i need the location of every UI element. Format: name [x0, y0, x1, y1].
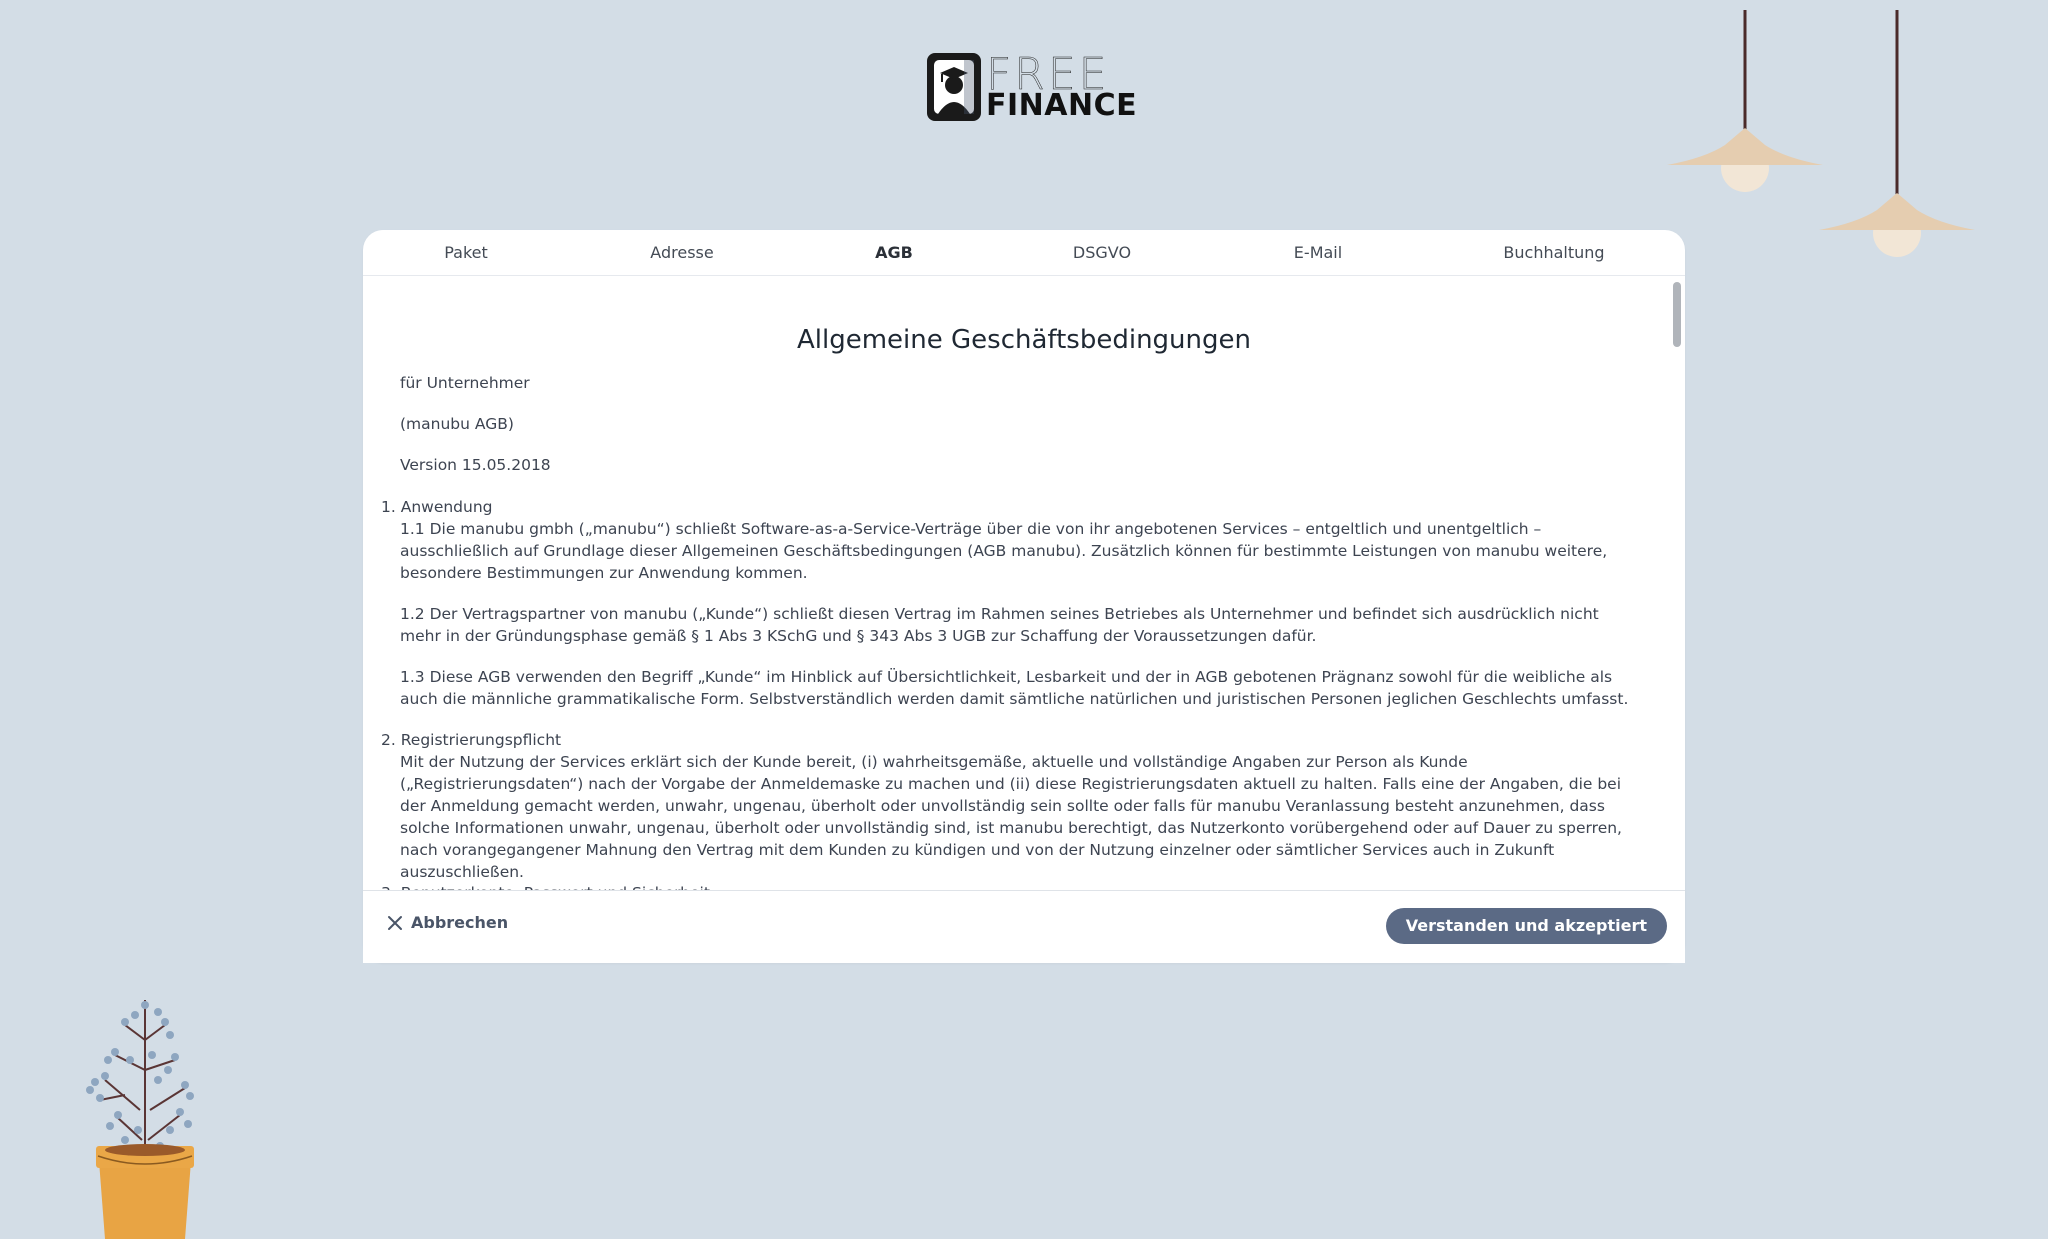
free-finance-logo	[926, 49, 1138, 124]
section-heading: 2. Registrierungspflicht	[381, 731, 562, 749]
close-icon	[387, 915, 403, 931]
paragraph-1-3: 1.3 Diese AGB verwenden den Begriff „Kunde“ im Hinblick auf Übersichtlichkeit, Lesbarkeit und der in AGB gebotenen Prägnanz sowohl für die weibliche als auch die männliche grammatikalische Form. Selbstverständlich werden damit sämtliche natürlichen und juristischen Personen jeglichen Geschlechts umfasst.	[400, 668, 1629, 708]
terms-scroll-area[interactable]	[363, 277, 1685, 891]
tab-email[interactable]: E-Mail	[1293, 243, 1343, 262]
doc-subtitle: für Unternehmer	[400, 374, 530, 392]
graduate-logo-icon	[926, 52, 982, 122]
tab-paket[interactable]: Paket	[444, 243, 488, 262]
cancel-button[interactable]	[387, 913, 508, 932]
tab-dsgvo[interactable]: DSGVO	[1072, 243, 1132, 262]
doc-short-name: (manubu AGB)	[400, 415, 514, 433]
terms-modal	[363, 230, 1685, 963]
page-title: Allgemeine Geschäftsbedingungen	[797, 325, 1251, 355]
modal-footer	[363, 890, 1685, 963]
paragraph-1-2: 1.2 Der Vertragspartner von manubu („Kunde“) schließt diesen Vertrag im Rahmen seines Betriebes als Unternehmer und befindet sich ausdrücklich nicht mehr in der Gründungsphase gemäß § 1 Abs 3 KSchG und § 343 Abs 3 UGB zur Schaffung der Voraussetzungen dafür.	[400, 605, 1599, 645]
pendant-lamp-left	[1665, 10, 1825, 190]
tab-buchhaltung[interactable]: Buchhaltung	[1503, 243, 1605, 262]
section-heading: 1. Anwendung	[381, 498, 493, 516]
section-registrierungspflicht	[381, 729, 1637, 902]
doc-version: Version 15.05.2018	[400, 456, 551, 474]
step-tabs	[363, 230, 1685, 276]
potted-plant	[80, 1000, 210, 1239]
paragraph-1-1: 1.1 Die manubu gmbh („manubu“) schließt Software-as-a-Service-Verträge über die von ihr angebotenen Services – entgeltlich und unentgeltlich – ausschließlich auf Grundlage dieser Allgemeinen Geschäftsbedingungen (AGB manubu). Zusätzlich können für bestimmte Leistungen von manubu weitere, besondere Bestimmungen zur Anwendung kommen.	[400, 520, 1608, 582]
paragraph-2: Mit der Nutzung der Services erklärt sich der Kunde bereit, (i) wahrheitsgemäße, aktuelle und vollständige Angaben zur Person als Kunde („Registrierungsdaten“) nach der Vorgabe der Anmeldemaske zu machen und (ii) diese Registrierungsdaten aktuell zu halten. Falls eine der Angaben, die bei der Anmeldung gemacht werden, unwahr, ungenau, überholt oder unvollständig sein sollte oder falls für manubu Veranlassung besteht anzunehmen, dass solche Informationen unwahr, ungenau, überholt oder unvollständig sind, ist manubu berechtigt, das Nutzerkonto vorübergehend oder auf Dauer zu sperren, nach vorangegangener Mahnung den Vertrag mit dem Kunden zu kündigen und von der Nutzung einzelner oder sämtlicher Services auch in Zukunft auszuschließen.	[400, 753, 1622, 881]
cancel-label: Abbrechen	[411, 913, 509, 932]
tab-adresse[interactable]: Adresse	[650, 243, 714, 262]
pendant-lamp-right	[1817, 10, 1977, 255]
accept-button[interactable]: Verstanden und akzeptiert	[1386, 908, 1667, 944]
section-anwendung	[381, 496, 1637, 729]
tab-agb[interactable]: AGB	[875, 243, 913, 262]
logo-text-finance: FINANCE	[986, 88, 1138, 123]
logo-text-free: FREE	[986, 49, 1110, 100]
